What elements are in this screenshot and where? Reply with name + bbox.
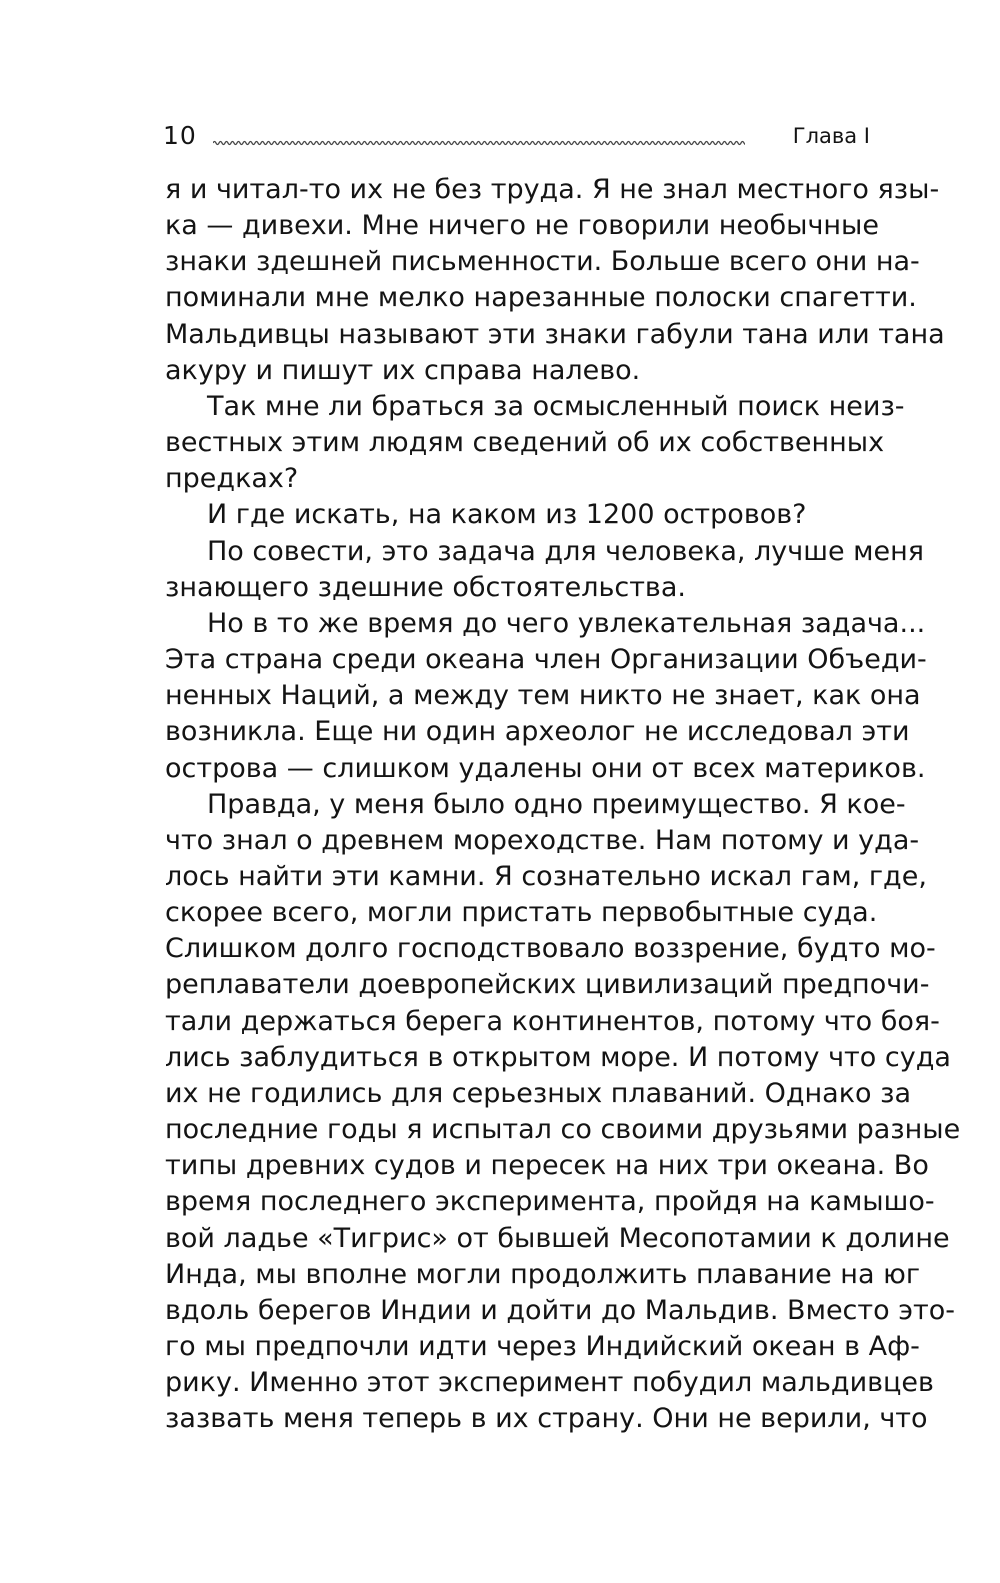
text-line: Правда, у меня было одно преимущество. Я кое- bbox=[207, 788, 906, 820]
paragraph bbox=[165, 172, 945, 389]
paragraph bbox=[165, 787, 961, 1438]
text-line: поминали мне мелко нарезанные полоски спагетти. bbox=[165, 282, 917, 314]
text-line: По совести, это задача для человека, лучше меня bbox=[207, 535, 925, 567]
paragraph bbox=[165, 389, 905, 497]
text-line: острова — слишком удалены они от всех материков. bbox=[165, 752, 926, 784]
text-line: рику. Именно этот эксперимент побудил мальдивцев bbox=[165, 1367, 934, 1399]
text-line: И где искать, на каком из 1200 островов? bbox=[207, 499, 807, 531]
text-line: я и читал-то их не без труда. Я не знал местного язы- bbox=[165, 174, 940, 205]
text-line: лось найти эти камни. Я сознательно искал гам, где, bbox=[165, 860, 927, 892]
text-line: вой ладье «Тигрис» от бывшей Месопотамии к долине bbox=[165, 1222, 950, 1254]
text-line: Слишком долго господствовало воззрение, будто мо- bbox=[165, 933, 936, 965]
text-line: тали держаться берега континентов, потому что боя- bbox=[165, 1005, 940, 1037]
text-line: ка — дивехи. Мне ничего не говорили необычные bbox=[165, 210, 879, 242]
text-line: ненных Наций, а между тем никто не знает, как она bbox=[165, 680, 921, 712]
chapter-label: Глава I bbox=[792, 124, 870, 148]
paragraph bbox=[165, 497, 868, 533]
text-line: знающего здешние обстоятельства. bbox=[165, 571, 686, 603]
text-line: Так мне ли браться за осмысленный поиск неиз- bbox=[207, 390, 905, 422]
wavy-rule-ornament bbox=[213, 137, 745, 149]
text-line: предках? bbox=[165, 463, 299, 495]
paragraph bbox=[165, 534, 925, 606]
text-line: акуру и пишут их справа налево. bbox=[165, 354, 641, 386]
text-line: возникла. Еще ни один археолог не исследовал эти bbox=[165, 716, 910, 748]
text-line: го мы предпочли идти через Индийский океан в Аф- bbox=[165, 1331, 920, 1362]
paragraph bbox=[165, 606, 927, 787]
text-line: время последнего эксперимента, пройдя на камышо- bbox=[165, 1186, 935, 1218]
text-line: вдоль берегов Индии и дойти до Мальдив. Вместо это- bbox=[165, 1294, 956, 1326]
text-line: реплаватели доевропейских цивилизаций предпочи- bbox=[165, 969, 930, 1001]
text-line: Мальдивцы называют эти знаки габули тана или тана bbox=[165, 318, 945, 350]
text-line: знаки здешней письменности. Больше всего они на- bbox=[165, 246, 920, 278]
text-line: зазвать меня теперь в их страну. Они не верили, что bbox=[165, 1403, 928, 1435]
text-line: лись заблудиться в открытом море. И потому что суда bbox=[165, 1041, 951, 1073]
text-line: Эта страна среди океана член Организации Объеди- bbox=[165, 644, 927, 676]
text-line: типы древних судов и пересек на них три океана. Во bbox=[165, 1150, 929, 1182]
body-text bbox=[165, 172, 961, 1437]
text-line: скорее всего, могли пристать первобытные суда. bbox=[165, 897, 878, 929]
text-line: последние годы я испытал со своими друзьями разные bbox=[165, 1114, 961, 1146]
text-line: вестных этим людям сведений об их собственных bbox=[165, 427, 885, 459]
text-line: Но в то же время до чего увлекательная задача... bbox=[207, 607, 926, 639]
text-line: их не годились для серьезных плаваний. Однако за bbox=[165, 1077, 912, 1109]
running-header bbox=[163, 118, 870, 154]
text-line: Инда, мы вполне могли продолжить плавание на юг bbox=[165, 1258, 920, 1290]
page-number: 10 bbox=[163, 121, 197, 150]
text-line: что знал о древнем мореходстве. Нам потому и уда- bbox=[165, 824, 920, 856]
